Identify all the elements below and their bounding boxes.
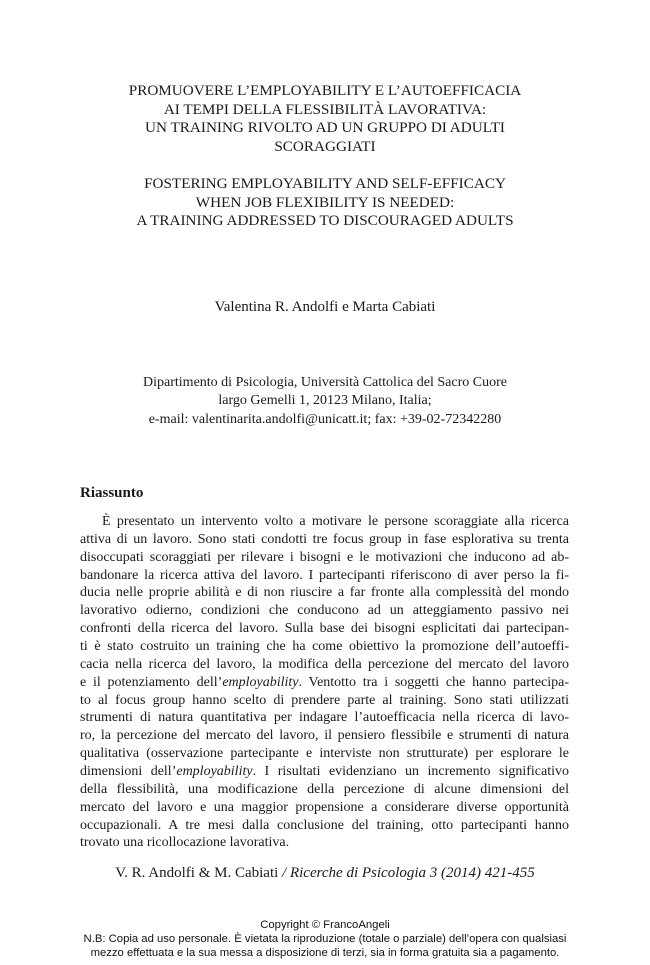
abstract-line bbox=[80, 781, 569, 799]
affiliation-contact: e-mail: valentinarita.andolfi@unicatt.it; fax: +39-02-72342280 bbox=[148, 411, 502, 427]
abstract-text: ro, la percezione del mercato del lavoro, il pensiero flessibile e strumenti di natura bbox=[80, 728, 569, 744]
abstract-line bbox=[80, 799, 569, 817]
abstract-text: strumenti di natura quantitativa per indagare l’autoefficacia nella ricerca di lavo- bbox=[80, 710, 569, 726]
italian-title-line: PROMUOVERE L’EMPLOYABILITY E L’AUTOEFFICACIA bbox=[128, 82, 522, 99]
abstract-text: occupazionali. A tre mesi dalla conclusione del training, otto partecipanti hanno bbox=[80, 817, 569, 833]
authors: Valentina R. Andolfi e Marta Cabiati bbox=[214, 299, 436, 315]
abstract-line bbox=[80, 692, 569, 710]
english-title-line: FOSTERING EMPLOYABILITY AND SELF-EFFICACY bbox=[144, 175, 506, 192]
abstract-line bbox=[80, 727, 569, 745]
abstract-text: dimensioni dell’ bbox=[80, 764, 177, 780]
abstract-text: È presentato un intervento volto a motivare le persone scoraggiate alla ricerca bbox=[102, 514, 569, 529]
citation bbox=[0, 864, 650, 882]
abstract-text: disoccupati scoraggiati per rilevare i bisogni e le motivazioni che inducono ad ab- bbox=[80, 549, 569, 565]
italian-title bbox=[70, 82, 580, 156]
abstract-line bbox=[80, 549, 569, 567]
abstract-text: e il potenziamento dell’ bbox=[80, 674, 223, 690]
italian-title-line: UN TRAINING RIVOLTO AD UN GRUPPO DI ADULTI bbox=[145, 119, 505, 136]
abstract-text: ducia nelle proprie abilità e di non riuscire a far fronte alla complessità del mondo bbox=[80, 585, 569, 601]
abstract-text: . I risultati evidenziano un incremento significativo bbox=[252, 764, 569, 780]
abstract-line bbox=[80, 656, 569, 674]
abstract-line bbox=[80, 745, 569, 763]
abstract-line bbox=[80, 531, 569, 549]
abstract-line bbox=[80, 584, 569, 602]
abstract-line bbox=[80, 567, 569, 585]
affiliation bbox=[0, 374, 650, 429]
abstract-heading: Riassunto bbox=[80, 485, 144, 501]
abstract-line bbox=[80, 620, 569, 638]
abstract-line bbox=[80, 709, 569, 727]
abstract-text: mercato del lavoro e una maggior propensione a considerare diverse opportunità bbox=[80, 799, 569, 815]
abstract-line bbox=[80, 817, 569, 835]
citation-authors: V. R. Andolfi & M. Cabiati bbox=[115, 865, 279, 881]
affiliation-department: Dipartimento di Psicologia, Università Cattolica del Sacro Cuore bbox=[143, 375, 507, 390]
abstract-text: . Ventotto tra i soggetti che hanno partecipa- bbox=[298, 674, 570, 690]
affiliation-address: largo Gemelli 1, 20123 Milano, Italia; bbox=[218, 393, 432, 409]
english-title bbox=[70, 175, 580, 231]
english-title-line: WHEN JOB FLEXIBILITY IS NEEDED: bbox=[195, 193, 455, 211]
abstract-line bbox=[80, 513, 569, 531]
abstract-emphasis: employability bbox=[222, 674, 299, 690]
abstract-text: lavorativo odierno, condizioni che conducono ad un atteggiamento passivo nei bbox=[80, 603, 569, 619]
abstract-line bbox=[80, 674, 569, 692]
copyright-line: Copyright © FrancoAngeli bbox=[260, 919, 390, 931]
abstract-text: trovato una ricollocazione lavorativa. bbox=[80, 835, 290, 851]
abstract-line bbox=[80, 834, 569, 852]
abstract-text: ti è stato costruito un training che ha come obiettivo la promozione dell’autoeffi- bbox=[80, 639, 569, 655]
abstract-text: confronti della ricerca del lavoro. Sulla base dei bisogni esplicitati dai partecipan- bbox=[80, 621, 569, 637]
citation-journal: Ricerche di Psicologia 3 (2014) 421-455 bbox=[289, 865, 535, 881]
abstract-line bbox=[80, 763, 569, 781]
abstract-emphasis: employability bbox=[176, 764, 253, 780]
abstract-text: to al focus group hanno scelto di prendere parte al training. Sono stati utilizzati bbox=[80, 692, 569, 708]
abstract-text: bandonare la ricerca attiva del lavoro. I partecipanti riferiscono di aver perso la fi- bbox=[80, 567, 569, 583]
italian-title-line: AI TEMPI DELLA FLESSIBILITÀ LAVORATIVA: bbox=[163, 100, 487, 118]
citation-separator: / bbox=[278, 865, 290, 881]
abstract-line bbox=[80, 638, 569, 656]
abstract-text: attiva di un lavoro. Sono stati condotti tre focus group in fase esplorativa su trenta bbox=[80, 531, 569, 547]
abstract-body bbox=[80, 513, 569, 852]
copyright-disclaimer-line: mezzo effettuata e la sua messa a disposizione di terzi, sia in forma gratuita sia a pagamento. bbox=[90, 947, 560, 959]
copyright-notice bbox=[0, 918, 650, 960]
italian-title-line: SCORAGGIATI bbox=[274, 137, 376, 155]
english-title-line: A TRAINING ADDRESSED TO DISCOURAGED ADULTS bbox=[136, 212, 514, 229]
abstract-line bbox=[80, 602, 569, 620]
copyright-disclaimer-line: N.B: Copia ad uso personale. È vietata la riproduzione (totale o parziale) dell’opera con qualsiasi bbox=[83, 933, 567, 945]
abstract-text: della flessibilità, una modificazione della percezione di alcune dimensioni del bbox=[80, 781, 569, 797]
abstract-text: cacia nella ricerca del lavoro, la modifica della percezione del mercato del lavoro bbox=[80, 656, 569, 672]
abstract-text: qualitativa (osservazione partecipante e interviste non strutturate) per esplorare le bbox=[80, 746, 569, 762]
